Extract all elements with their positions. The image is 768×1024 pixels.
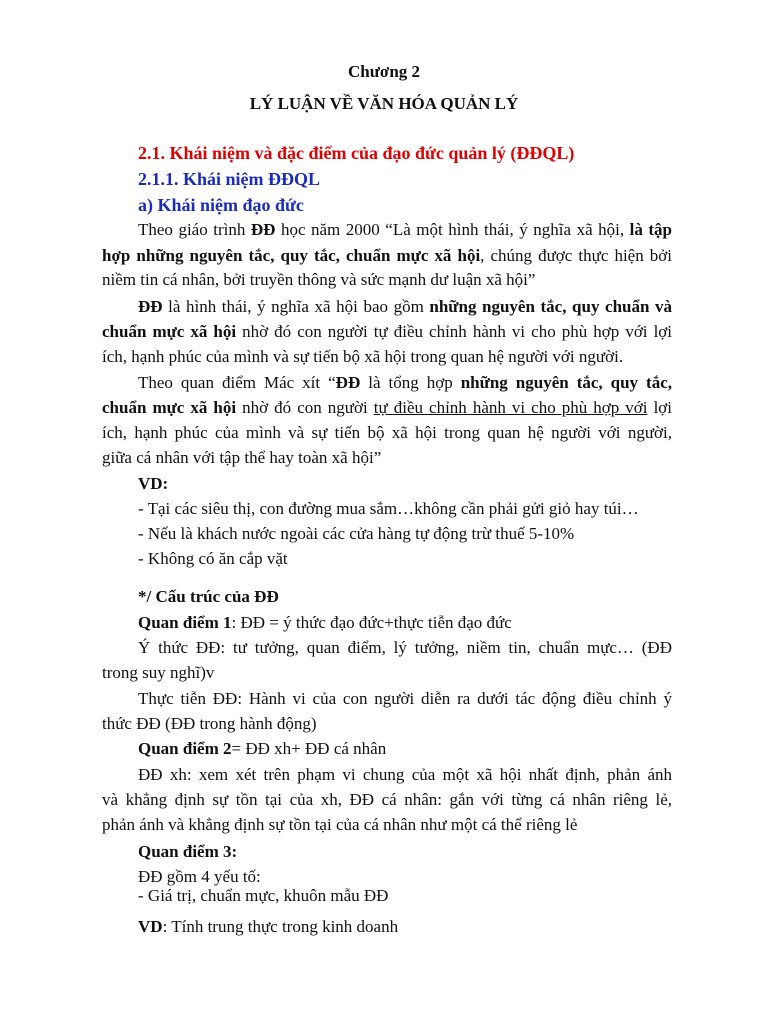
chapter-title: LÝ LUẬN VỀ VĂN HÓA QUẢN LÝ	[249, 94, 519, 113]
paragraph-1-line-2: hợp những nguyên tắc, quy tắc, chuẩn mực xã hội, chúng được thực hiện bởi	[102, 246, 672, 265]
paragraph-2-line-3: ích, hạnh phúc của mình và sự tiến bộ xã hội trong quan hệ người với người.	[102, 347, 624, 366]
moral-awareness-line-2: trong suy nghĩ)v	[102, 663, 215, 682]
viewpoint-3-line: ĐĐ gồm 4 yếu tố:	[138, 867, 261, 886]
heading-2-1: 2.1. Khái niệm và đặc điểm của đạo đức quản lý (ĐĐQL)	[138, 143, 575, 163]
heading-2-1-1: 2.1.1. Khái niệm ĐĐQL	[138, 169, 321, 189]
paragraph-2-line-1: ĐĐ là hình thái, ý nghĩa xã hội bao gồm những nguyên tắc, quy chuẩn và	[138, 297, 673, 316]
paragraph-1-line-3: niềm tin cá nhân, bởi truyền thông và sức mạnh dư luận xã hội”	[102, 270, 536, 289]
viewpoint-1: Quan điểm 1: ĐĐ = ý thức đạo đức+thực tiễn đạo đức	[138, 613, 512, 632]
moral-practice-line-2: thức ĐĐ (ĐĐ trong hành động)	[102, 714, 317, 733]
chapter-label: Chương 2	[347, 62, 421, 81]
viewpoint-2: Quan điểm 2= ĐĐ xh+ ĐĐ cá nhân	[138, 739, 387, 758]
social-morality-line-1: ĐĐ xh: xem xét trên phạm vi chung của một xã hội nhất định, phản ánh	[138, 765, 672, 784]
viewpoint-3: Quan điểm 3:	[138, 842, 238, 861]
paragraph-3-line-4: giữa cá nhân với tập thể hay toàn xã hội”	[102, 448, 382, 467]
paragraph-3-line-1: Theo quan điểm Mác xít “ĐĐ là tổng hợp những nguyên tắc, quy tắc,	[138, 373, 673, 392]
example-item: - Không có ăn cắp vặt	[138, 549, 288, 568]
heading-a: a) Khái niệm đạo đức	[138, 195, 304, 215]
paragraph-2-line-2: chuẩn mực xã hội nhờ đó con người tự điều chỉnh hành vi cho phù hợp với lợi	[102, 322, 672, 341]
example-2: VD: Tính trung thực trong kinh doanh	[138, 917, 399, 936]
example-item: - Nếu là khách nước ngoài các cửa hàng tự động trừ thuế 5-10%	[138, 524, 575, 543]
moral-practice-line-1: Thực tiễn ĐĐ: Hành vi của con người diễn ra dưới tác động điều chỉnh ý	[138, 689, 672, 708]
paragraph-3-line-2: chuẩn mực xã hội nhờ đó con người tự điều chỉnh hành vi cho phù hợp với lợi	[102, 398, 673, 417]
paragraph-1-line-1: Theo giáo trình ĐĐ học năm 2000 “Là một hình thái, ý nghĩa xã hội, là tập	[138, 220, 672, 239]
social-morality-line-3: phản ánh và khẳng định sự tồn tại của cá nhân như một cá thể riêng lẻ	[102, 815, 578, 834]
social-morality-line-2: và khẳng định sự tồn tại của xh, ĐĐ cá nhân: gắn với từng cá nhân riêng lẻ,	[102, 790, 672, 809]
example-label: VD:	[138, 474, 169, 493]
moral-awareness-line-1: Ý thức ĐĐ: tư tưởng, quan điểm, lý tưởng, niềm tin, chuẩn mực… (ĐĐ	[138, 638, 672, 657]
paragraph-3-line-3: ích, hạnh phúc của mình và sự tiến bộ xã hội trong quan hệ người với người,	[102, 423, 672, 442]
structure-heading: */ Cấu trúc của ĐĐ	[138, 587, 279, 606]
viewpoint-3-line: - Giá trị, chuẩn mực, khuôn mẫu ĐĐ	[138, 886, 389, 905]
example-item: - Tại các siêu thị, con đường mua sắm…không cần phải gửi giỏ hay túi…	[138, 499, 639, 518]
